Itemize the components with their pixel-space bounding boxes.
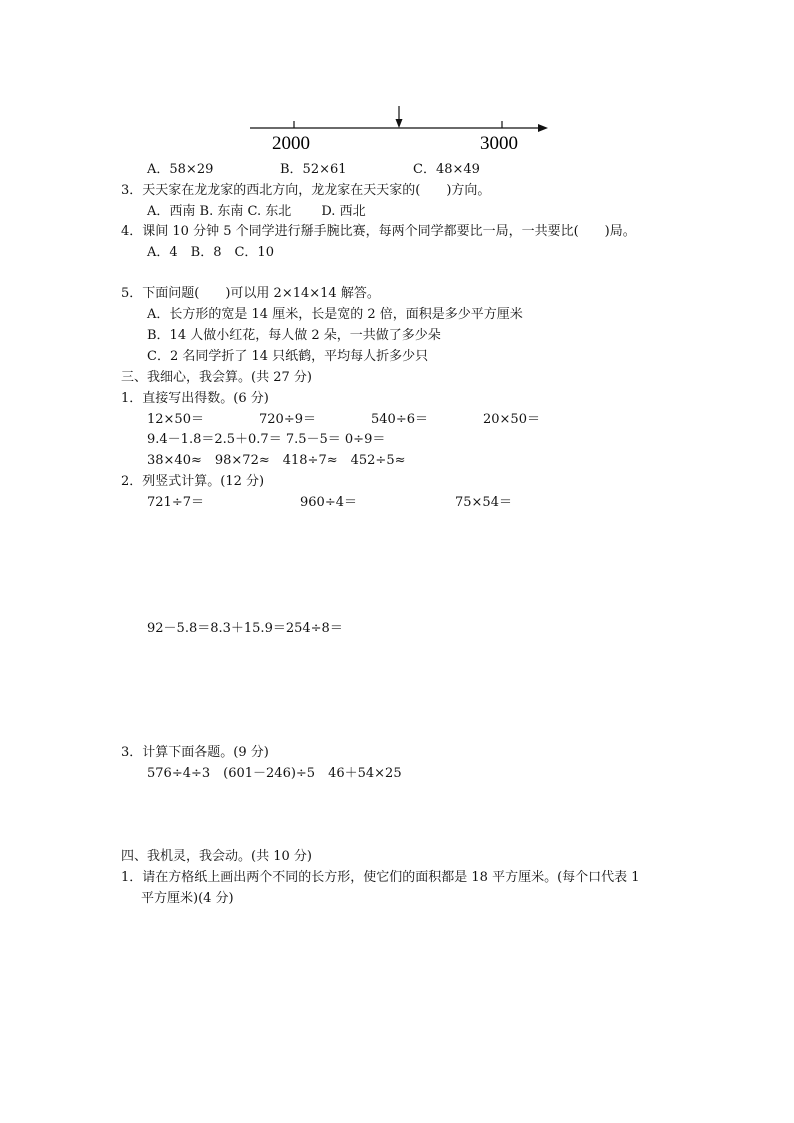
q5-option-b: B．14 人做小红花，每人做 2 朵，一共做了多少朵 [147,328,441,343]
q4-options: A．4 B．8 C．10 [147,245,274,260]
section3-q2-row2: 92－5.8＝8.3＋15.9＝254÷8＝ [147,621,343,636]
section3-q1-item-4: 20×50＝ [483,412,540,427]
q3-options: A．西南 B. 东南 C. 东北 D. 西北 [147,204,366,219]
number-line-label-3000: 3000 [480,133,518,154]
section3-q1-item-3: 540÷6＝ [371,412,428,427]
section3-q3-title: 3．计算下面各题。(9 分) [121,745,269,760]
section3-q3-row: 576÷4÷3 (601－246)÷5 46＋54×25 [147,766,402,781]
number-line-arrowhead [538,124,548,132]
section3-q1-row2: 9.4－1.8＝2.5＋0.7＝ 7.5－5＝ 0÷9＝ [147,432,386,447]
section4-q1-line1: 1．请在方格纸上画出两个不同的长方形，使它们的面积都是 18 平方厘米。(每个口代表 1 [121,870,640,885]
section4-title: 四、我机灵，我会动。(共 10 分) [121,849,312,864]
section3-q1-item-1: 12×50＝ [147,412,204,427]
number-line-label-2000: 2000 [272,133,310,154]
section3-q2-item-3: 75×54＝ [455,495,512,510]
q3-question: 3．天天家在龙龙家的西北方向，龙龙家在天天家的( )方向。 [121,183,491,198]
q2-option-a: A．58×29 [147,162,214,177]
section3-title: 三、我细心，我会算。(共 27 分) [121,370,312,385]
q2-option-c: C．48×49 [413,162,480,177]
section4-q1-line2: 平方厘米)(4 分) [141,891,234,906]
q2-option-b: B．52×61 [280,162,347,177]
section3-q1-item-2: 720÷9＝ [259,412,316,427]
q5-option-a: A．长方形的宽是 14 厘米，长是宽的 2 倍，面积是多少平方厘米 [147,307,523,322]
number-line-pointer-head [396,119,403,128]
section3-q2-item-2: 960÷4＝ [300,495,357,510]
q4-question: 4．课间 10 分钟 5 个同学进行掰手腕比赛，每两个同学都要比一局，一共要比( )局。 [121,224,636,239]
section3-q1-title: 1．直接写出得数。(6 分) [121,391,269,406]
q5-question: 5．下面问题( )可以用 2×14×14 解答。 [121,286,380,301]
section3-q2-item-1: 721÷7＝ [147,495,204,510]
section3-q2-title: 2．列竖式计算。(12 分) [121,474,265,489]
section3-q1-row3: 38×40≈ 98×72≈ 418÷7≈ 452÷5≈ [147,453,406,468]
number-line [246,104,552,156]
q5-option-c: C．2 名同学折了 14 只纸鹤，平均每人折多少只 [147,349,429,364]
